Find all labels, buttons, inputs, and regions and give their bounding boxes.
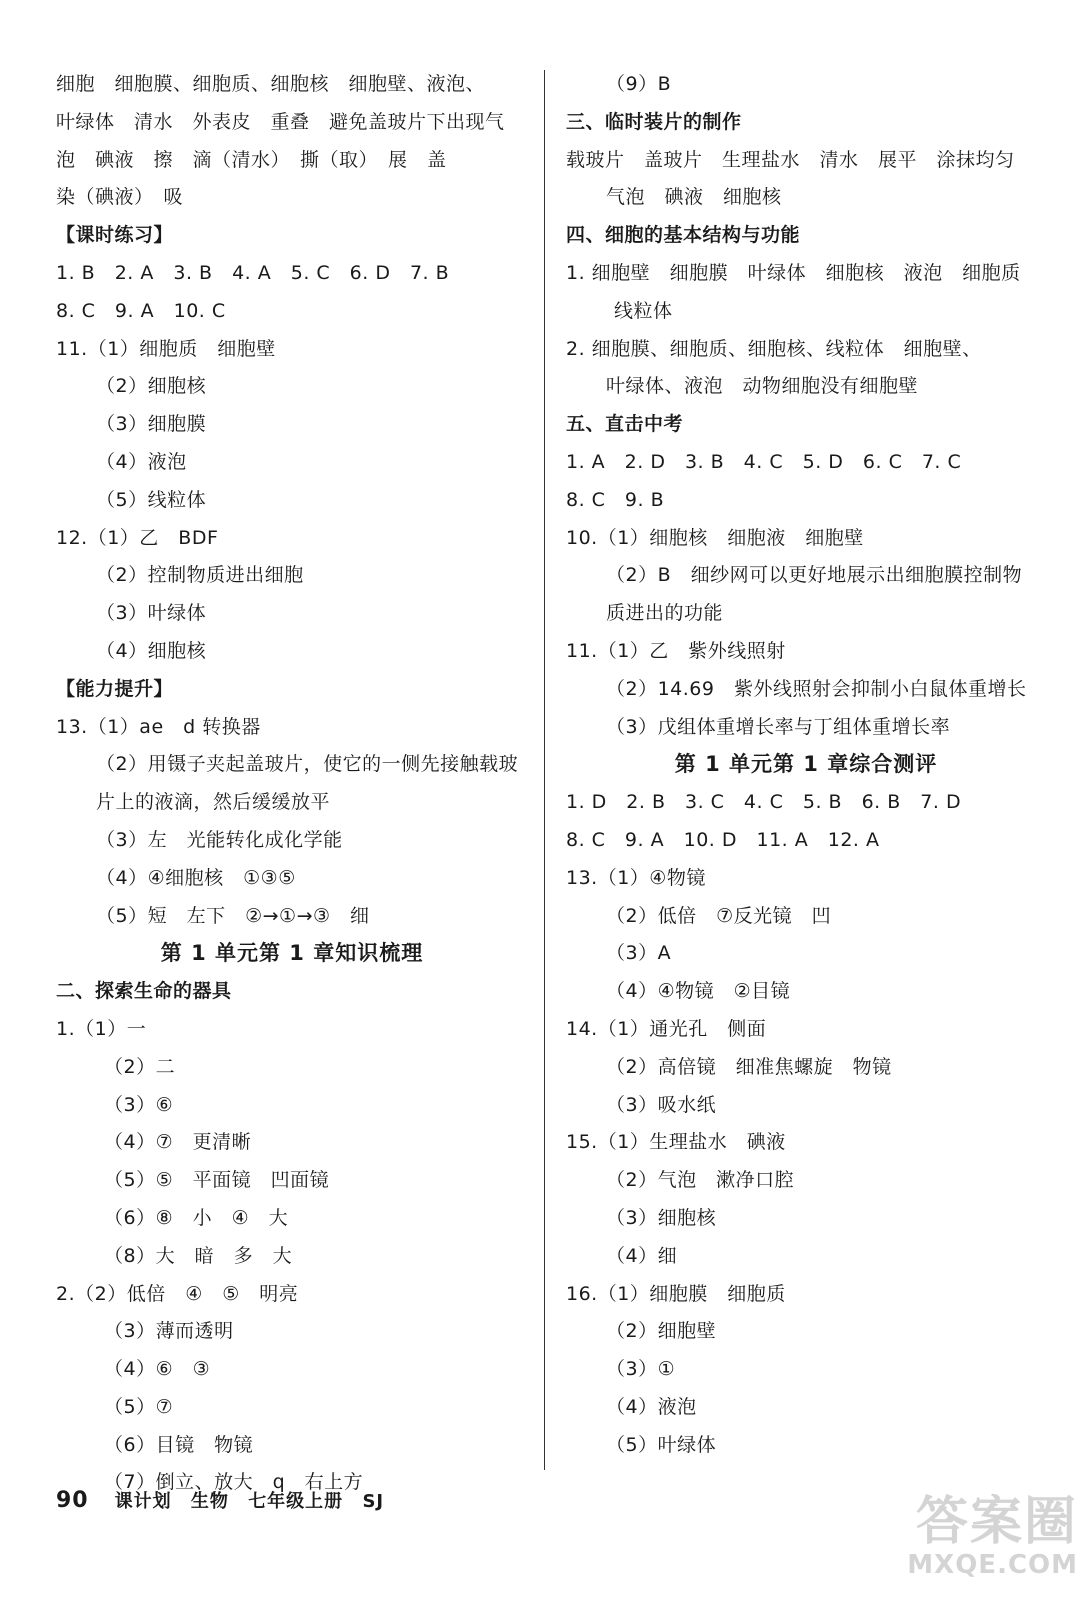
answer-line: 13.（1）④物镜 [566,866,706,889]
answer-line: 泡 碘液 擦 滴（清水） 撕（取） 展 盖 [56,148,447,171]
answer-line: 12.（1）乙 BDF [56,526,219,549]
answer-line: （5）线粒体 [96,488,207,511]
answer-line: （2）B 细纱网可以更好地展示出细胞膜控制物 [606,564,1023,587]
answer-line: 11.（1）细胞质 细胞壁 [56,337,276,360]
answer-line: 细胞 细胞膜、细胞质、细胞核 细胞壁、液泡、 [56,73,486,95]
answer-line: （2）用镊子夹起盖玻片，使它的一侧先接触载玻 [96,753,519,776]
answer-line: （3）薄而透明 [104,1320,234,1343]
answer-line: （2）控制物质进出细胞 [96,564,304,587]
section-heading: 二、探索生命的器具 [56,980,232,1003]
answer-line: 载玻片 盖玻片 生理盐水 清水 展平 涂抹均匀 [566,148,1015,171]
answer-line: （4）④物镜 ②目镜 [606,980,791,1003]
answer-line: 质进出的功能 [606,602,724,625]
answer-line: 16.（1）细胞膜 细胞质 [566,1282,786,1305]
answer-line: （6）⑧ 小 ④ 大 [104,1206,289,1229]
answer-line: （4）液泡 [606,1395,697,1418]
answer-line: （2）低倍 ⑦反光镜 凹 [606,904,832,927]
answer-line: （3）叶绿体 [96,602,207,625]
answer-line: 10.（1）细胞核 细胞液 细胞壁 [566,526,864,549]
answer-line: 线粒体 [614,299,673,322]
answer-line: （7）倒立、放大 q 右上方 [104,1471,364,1494]
answer-line: （3）① [606,1358,676,1381]
answer-line: 8. C 9. B [566,488,665,511]
answer-line: （5）短 左下 ②→①→③ 细 [96,904,370,927]
right-column [566,66,1046,1464]
answer-line: （5）叶绿体 [606,1433,717,1456]
answer-line: （4）④细胞核 ①③⑤ [96,866,296,889]
answer-line: 1. D 2. B 3. C 4. C 5. B 6. B 7. D [566,791,962,814]
answer-line: 8. C 9. A 10. C [56,299,226,322]
answer-line: 1. B 2. A 3. B 4. A 5. C 6. D 7. B [56,261,450,284]
answer-line: 染（碘液） 吸 [56,186,184,209]
answer-line: （8）大 暗 多 大 [104,1244,293,1267]
answer-line: （2）气泡 漱净口腔 [606,1169,795,1192]
book-name: 课计划 [114,1491,172,1512]
watermark-url: MXQE.COM [907,1550,1078,1580]
section-heading: 【课时练习】 [56,224,174,247]
answer-line: （5）⑤ 平面镜 凹面镜 [104,1169,330,1192]
answer-line: （2）14.69 紫外线照射会抑制小白鼠体重增长 [606,677,1027,700]
answer-line: （3）细胞膜 [96,413,207,436]
chapter-title: 第 1 单元第 1 章知识梳理 [160,941,424,966]
answer-line: （4）⑦ 更清晰 [104,1131,252,1154]
answer-line: 叶绿体 清水 外表皮 重叠 避免盖玻片下出现气 [56,110,505,133]
section-heading: 四、细胞的基本结构与功能 [566,224,801,247]
page-footer [56,1487,384,1513]
answer-line: 2.（2）低倍 ④ ⑤ 明亮 [56,1282,299,1305]
answer-line: 1. 细胞壁 细胞膜 叶绿体 细胞核 液泡 细胞质 [566,261,1021,284]
answer-line: （9）B [606,73,672,95]
watermark-logo-text: 答案圈 [915,1492,1078,1552]
answer-line: 8. C 9. A 10. D 11. A 12. A [566,828,880,851]
answer-line: 叶绿体、液泡 动物细胞没有细胞壁 [606,375,919,398]
page-number: 90 [56,1488,89,1513]
section-heading: 三、临时装片的制作 [566,110,742,133]
answer-line: 片上的液滴，然后缓缓放平 [96,791,331,814]
answer-line: 13.（1）ae d 转换器 [56,715,261,738]
answer-line: （6）目镜 物镜 [104,1433,254,1456]
section-heading: 【能力提升】 [56,677,174,700]
left-column [56,66,528,1502]
answer-line: 1. A 2. D 3. B 4. C 5. D 6. C 7. C [566,450,962,473]
answer-line: 1.（1）一 [56,1017,147,1040]
answer-line: （4）细 [606,1244,678,1267]
edition-code: SJ [362,1491,385,1512]
answer-line: 2. 细胞膜、细胞质、细胞核、线粒体 细胞壁、 [566,337,982,360]
answer-line: 气泡 碘液 细胞核 [606,186,782,209]
subject-name: 生物 [190,1491,229,1512]
answer-line: （3）戊组体重增长率与丁组体重增长率 [606,715,951,738]
answer-line: （3）细胞核 [606,1206,717,1229]
answer-line: （2）高倍镜 细准焦螺旋 物镜 [606,1055,892,1078]
answer-line: （2）二 [104,1055,176,1078]
answer-line: （5）⑦ [104,1395,174,1418]
chapter-title: 第 1 单元第 1 章综合测评 [674,752,938,777]
answer-line: （4）液泡 [96,450,187,473]
answer-line: （4）细胞核 [96,639,207,662]
answer-line: （3）⑥ [104,1093,174,1116]
answer-line: 15.（1）生理盐水 碘液 [566,1131,786,1154]
section-heading: 五、直击中考 [566,413,684,436]
column-divider [544,70,545,1470]
answer-line: 14.（1）通光孔 侧面 [566,1017,767,1040]
answer-line: （4）⑥ ③ [104,1358,211,1381]
answer-line: 11.（1）乙 紫外线照射 [566,639,786,662]
watermark-logo [894,1494,1078,1590]
answer-line: （3）吸水纸 [606,1093,717,1116]
answer-line: （3）A [606,942,672,965]
answer-line: （3）左 光能转化成化学能 [96,828,343,851]
grade-name: 七年级上册 [248,1491,344,1512]
answer-line: （2）细胞核 [96,375,207,398]
answer-line: （2）细胞壁 [606,1320,717,1343]
